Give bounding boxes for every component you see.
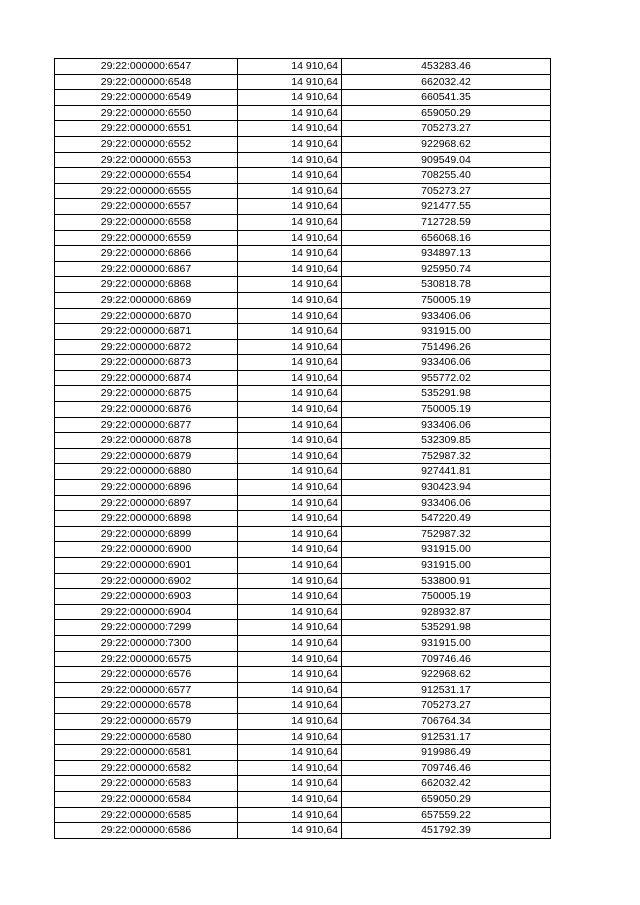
cadastral-value-cell: 659050.29 [342, 791, 551, 807]
table-body [55, 59, 551, 839]
cadastral-value-cell: 750005.19 [342, 292, 551, 308]
area-cell: 14 910,64 [238, 511, 342, 527]
cadastral-number-cell: 29:22:000000:6579 [55, 713, 238, 729]
cadastral-number-cell: 29:22:000000:6557 [55, 199, 238, 215]
area-cell: 14 910,64 [238, 823, 342, 839]
cadastral-value-cell: 933406.06 [342, 355, 551, 371]
table-row [55, 464, 551, 480]
area-cell: 14 910,64 [238, 573, 342, 589]
cadastral-number-cell: 29:22:000000:6880 [55, 464, 238, 480]
table-row [55, 230, 551, 246]
table-row [55, 729, 551, 745]
area-cell: 14 910,64 [238, 745, 342, 761]
table-row [55, 292, 551, 308]
area-cell: 14 910,64 [238, 635, 342, 651]
table-row [55, 776, 551, 792]
cadastral-number-cell: 29:22:000000:6875 [55, 386, 238, 402]
cadastral-value-cell: 660541.35 [342, 90, 551, 106]
cadastral-value-cell: 933406.06 [342, 308, 551, 324]
table-row [55, 480, 551, 496]
cadastral-number-cell: 29:22:000000:6552 [55, 136, 238, 152]
cadastral-number-cell: 29:22:000000:6869 [55, 292, 238, 308]
table-row [55, 277, 551, 293]
cadastral-value-cell: 453283.46 [342, 59, 551, 75]
cadastral-value-cell: 750005.19 [342, 402, 551, 418]
table-row [55, 402, 551, 418]
table-row [55, 573, 551, 589]
area-cell: 14 910,64 [238, 74, 342, 90]
area-cell: 14 910,64 [238, 261, 342, 277]
area-cell: 14 910,64 [238, 729, 342, 745]
cadastral-number-cell: 29:22:000000:6898 [55, 511, 238, 527]
area-cell: 14 910,64 [238, 651, 342, 667]
table-row [55, 168, 551, 184]
cadastral-value-cell: 927441.81 [342, 464, 551, 480]
cadastral-value-cell: 709746.46 [342, 760, 551, 776]
area-cell: 14 910,64 [238, 136, 342, 152]
cadastral-value-cell: 709746.46 [342, 651, 551, 667]
cadastral-value-cell: 705273.27 [342, 183, 551, 199]
cadastral-number-cell: 29:22:000000:7300 [55, 635, 238, 651]
table-row [55, 667, 551, 683]
area-cell: 14 910,64 [238, 105, 342, 121]
cadastral-value-table [54, 58, 551, 839]
area-cell: 14 910,64 [238, 495, 342, 511]
cadastral-number-cell: 29:22:000000:6897 [55, 495, 238, 511]
table-row [55, 745, 551, 761]
table-row [55, 74, 551, 90]
table-row [55, 152, 551, 168]
cadastral-number-cell: 29:22:000000:6547 [55, 59, 238, 75]
cadastral-value-cell: 533800.91 [342, 573, 551, 589]
cadastral-value-cell: 909549.04 [342, 152, 551, 168]
cadastral-number-cell: 29:22:000000:6879 [55, 448, 238, 464]
cadastral-value-cell: 662032.42 [342, 776, 551, 792]
area-cell: 14 910,64 [238, 558, 342, 574]
cadastral-number-cell: 29:22:000000:6586 [55, 823, 238, 839]
area-cell: 14 910,64 [238, 542, 342, 558]
area-cell: 14 910,64 [238, 807, 342, 823]
cadastral-value-cell: 933406.06 [342, 417, 551, 433]
cadastral-value-cell: 931915.00 [342, 542, 551, 558]
area-cell: 14 910,64 [238, 90, 342, 106]
table-row [55, 386, 551, 402]
cadastral-number-cell: 29:22:000000:6902 [55, 573, 238, 589]
table-row [55, 760, 551, 776]
cadastral-value-cell: 530818.78 [342, 277, 551, 293]
table-row [55, 183, 551, 199]
cadastral-number-cell: 29:22:000000:6878 [55, 433, 238, 449]
table-row [55, 214, 551, 230]
table-row [55, 324, 551, 340]
cadastral-number-cell: 29:22:000000:6548 [55, 74, 238, 90]
cadastral-number-cell: 29:22:000000:6577 [55, 682, 238, 698]
table-row [55, 417, 551, 433]
area-cell: 14 910,64 [238, 370, 342, 386]
area-cell: 14 910,64 [238, 526, 342, 542]
area-cell: 14 910,64 [238, 589, 342, 605]
area-cell: 14 910,64 [238, 667, 342, 683]
cadastral-number-cell: 29:22:000000:6582 [55, 760, 238, 776]
cadastral-value-cell: 922968.62 [342, 136, 551, 152]
table-row [55, 199, 551, 215]
area-cell: 14 910,64 [238, 791, 342, 807]
cadastral-value-cell: 931915.00 [342, 324, 551, 340]
table-row [55, 433, 551, 449]
area-cell: 14 910,64 [238, 246, 342, 262]
table-row [55, 246, 551, 262]
area-cell: 14 910,64 [238, 355, 342, 371]
area-cell: 14 910,64 [238, 292, 342, 308]
area-cell: 14 910,64 [238, 59, 342, 75]
table-row [55, 620, 551, 636]
cadastral-number-cell: 29:22:000000:6559 [55, 230, 238, 246]
table-row [55, 339, 551, 355]
table-row [55, 511, 551, 527]
table-row [55, 90, 551, 106]
cadastral-value-cell: 919986.49 [342, 745, 551, 761]
area-cell: 14 910,64 [238, 230, 342, 246]
table-row [55, 713, 551, 729]
cadastral-number-cell: 29:22:000000:6872 [55, 339, 238, 355]
area-cell: 14 910,64 [238, 214, 342, 230]
cadastral-number-cell: 29:22:000000:6903 [55, 589, 238, 605]
area-cell: 14 910,64 [238, 199, 342, 215]
cadastral-number-cell: 29:22:000000:6900 [55, 542, 238, 558]
cadastral-number-cell: 29:22:000000:6555 [55, 183, 238, 199]
cadastral-number-cell: 29:22:000000:6899 [55, 526, 238, 542]
cadastral-value-cell: 708255.40 [342, 168, 551, 184]
cadastral-value-cell: 955772.02 [342, 370, 551, 386]
cadastral-number-cell: 29:22:000000:6870 [55, 308, 238, 324]
area-cell: 14 910,64 [238, 448, 342, 464]
table-row [55, 698, 551, 714]
area-cell: 14 910,64 [238, 183, 342, 199]
cadastral-value-cell: 706764.34 [342, 713, 551, 729]
cadastral-number-cell: 29:22:000000:6581 [55, 745, 238, 761]
cadastral-value-cell: 705273.27 [342, 698, 551, 714]
table-row [55, 635, 551, 651]
cadastral-value-cell: 662032.42 [342, 74, 551, 90]
cadastral-number-cell: 29:22:000000:6575 [55, 651, 238, 667]
table-row [55, 823, 551, 839]
cadastral-number-cell: 29:22:000000:6578 [55, 698, 238, 714]
cadastral-value-cell: 705273.27 [342, 121, 551, 137]
cadastral-number-cell: 29:22:000000:6871 [55, 324, 238, 340]
area-cell: 14 910,64 [238, 417, 342, 433]
cadastral-number-cell: 29:22:000000:6877 [55, 417, 238, 433]
cadastral-value-cell: 921477.55 [342, 199, 551, 215]
cadastral-value-cell: 750005.19 [342, 589, 551, 605]
table-row [55, 526, 551, 542]
cadastral-number-cell: 29:22:000000:6585 [55, 807, 238, 823]
cadastral-number-cell: 29:22:000000:6551 [55, 121, 238, 137]
cadastral-value-cell: 752987.32 [342, 526, 551, 542]
cadastral-value-cell: 451792.39 [342, 823, 551, 839]
area-cell: 14 910,64 [238, 168, 342, 184]
table-row [55, 791, 551, 807]
table-row [55, 651, 551, 667]
cadastral-value-cell: 912531.17 [342, 682, 551, 698]
area-cell: 14 910,64 [238, 121, 342, 137]
area-cell: 14 910,64 [238, 604, 342, 620]
cadastral-number-cell: 29:22:000000:6554 [55, 168, 238, 184]
area-cell: 14 910,64 [238, 464, 342, 480]
cadastral-value-cell: 532309.85 [342, 433, 551, 449]
area-cell: 14 910,64 [238, 308, 342, 324]
area-cell: 14 910,64 [238, 402, 342, 418]
table-row [55, 261, 551, 277]
cadastral-number-cell: 29:22:000000:6576 [55, 667, 238, 683]
table-row [55, 355, 551, 371]
area-cell: 14 910,64 [238, 339, 342, 355]
cadastral-number-cell: 29:22:000000:6553 [55, 152, 238, 168]
cadastral-number-cell: 29:22:000000:6550 [55, 105, 238, 121]
cadastral-number-cell: 29:22:000000:6583 [55, 776, 238, 792]
cadastral-value-cell: 931915.00 [342, 635, 551, 651]
table-row [55, 448, 551, 464]
cadastral-number-cell: 29:22:000000:6580 [55, 729, 238, 745]
cadastral-value-cell: 659050.29 [342, 105, 551, 121]
area-cell: 14 910,64 [238, 433, 342, 449]
cadastral-value-cell: 930423.94 [342, 480, 551, 496]
cadastral-number-cell: 29:22:000000:7299 [55, 620, 238, 636]
cadastral-value-cell: 712728.59 [342, 214, 551, 230]
area-cell: 14 910,64 [238, 324, 342, 340]
cadastral-value-cell: 928932.87 [342, 604, 551, 620]
table-row [55, 604, 551, 620]
cadastral-value-cell: 547220.49 [342, 511, 551, 527]
table-row [55, 308, 551, 324]
table-row [55, 682, 551, 698]
cadastral-value-cell: 934897.13 [342, 246, 551, 262]
cadastral-value-cell: 657559.22 [342, 807, 551, 823]
cadastral-number-cell: 29:22:000000:6868 [55, 277, 238, 293]
table-row [55, 558, 551, 574]
table-row [55, 370, 551, 386]
area-cell: 14 910,64 [238, 760, 342, 776]
area-cell: 14 910,64 [238, 620, 342, 636]
cadastral-value-cell: 912531.17 [342, 729, 551, 745]
cadastral-value-cell: 751496.26 [342, 339, 551, 355]
table-row [55, 136, 551, 152]
cadastral-value-cell: 922968.62 [342, 667, 551, 683]
table-row [55, 807, 551, 823]
cadastral-number-cell: 29:22:000000:6876 [55, 402, 238, 418]
cadastral-value-cell: 535291.98 [342, 620, 551, 636]
table-row [55, 59, 551, 75]
area-cell: 14 910,64 [238, 277, 342, 293]
cadastral-number-cell: 29:22:000000:6896 [55, 480, 238, 496]
table-row [55, 589, 551, 605]
cadastral-value-cell: 535291.98 [342, 386, 551, 402]
area-cell: 14 910,64 [238, 152, 342, 168]
area-cell: 14 910,64 [238, 776, 342, 792]
cadastral-number-cell: 29:22:000000:6866 [55, 246, 238, 262]
cadastral-number-cell: 29:22:000000:6873 [55, 355, 238, 371]
cadastral-number-cell: 29:22:000000:6904 [55, 604, 238, 620]
area-cell: 14 910,64 [238, 682, 342, 698]
table-row [55, 121, 551, 137]
area-cell: 14 910,64 [238, 386, 342, 402]
cadastral-number-cell: 29:22:000000:6867 [55, 261, 238, 277]
cadastral-number-cell: 29:22:000000:6901 [55, 558, 238, 574]
area-cell: 14 910,64 [238, 698, 342, 714]
cadastral-number-cell: 29:22:000000:6584 [55, 791, 238, 807]
cadastral-number-cell: 29:22:000000:6558 [55, 214, 238, 230]
cadastral-value-cell: 931915.00 [342, 558, 551, 574]
area-cell: 14 910,64 [238, 713, 342, 729]
cadastral-value-cell: 752987.32 [342, 448, 551, 464]
table-row [55, 105, 551, 121]
table-row [55, 542, 551, 558]
cadastral-value-cell: 933406.06 [342, 495, 551, 511]
table-row [55, 495, 551, 511]
cadastral-number-cell: 29:22:000000:6874 [55, 370, 238, 386]
cadastral-number-cell: 29:22:000000:6549 [55, 90, 238, 106]
area-cell: 14 910,64 [238, 480, 342, 496]
cadastral-value-cell: 925950.74 [342, 261, 551, 277]
cadastral-value-cell: 656068.16 [342, 230, 551, 246]
